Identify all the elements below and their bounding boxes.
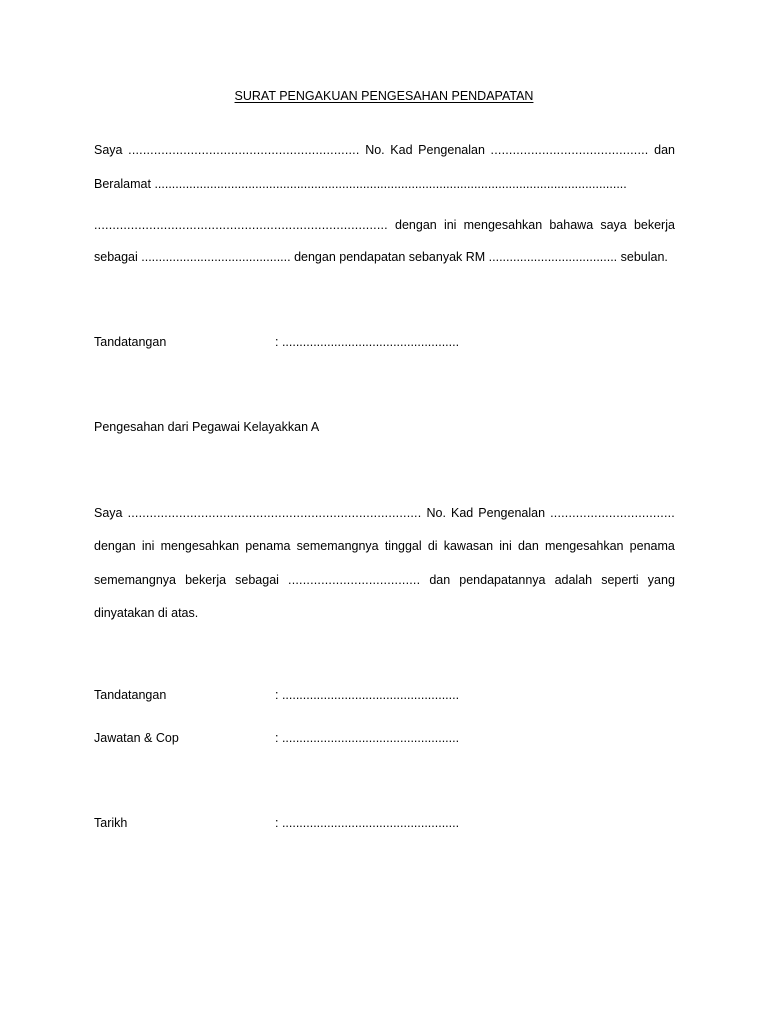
section1-line2: Beralamat ........................................................................................................................................ bbox=[94, 177, 627, 191]
word: mengesahkan bbox=[160, 539, 240, 553]
word: yang bbox=[647, 573, 675, 587]
word: di bbox=[427, 539, 438, 553]
word: dan bbox=[654, 143, 675, 157]
word: ini bbox=[141, 539, 155, 553]
section1-line1 bbox=[94, 143, 675, 157]
word: Kad bbox=[390, 143, 413, 157]
word: dengan bbox=[94, 539, 136, 553]
word: penama bbox=[629, 539, 675, 553]
word: Pengenalan bbox=[418, 143, 485, 157]
word: saya bbox=[600, 218, 627, 232]
tandatangan-label: Tandatangan bbox=[94, 688, 167, 702]
ic-blank: ........................................... bbox=[490, 143, 649, 157]
word: dengan bbox=[395, 218, 437, 232]
section1-line4: sebagai ........................................... dengan pendapatan sebanyak RM ..................................... sebulan. bbox=[94, 250, 668, 264]
section2-heading: Pengesahan dari Pegawai Kelayakkan A bbox=[94, 420, 320, 434]
section2-line3 bbox=[94, 573, 675, 587]
word: Pengenalan bbox=[478, 506, 546, 520]
section1-line3 bbox=[94, 218, 675, 232]
word: kawasan bbox=[443, 539, 494, 553]
word: sememangnya bbox=[296, 539, 379, 553]
address-blank: ................................................................................ bbox=[94, 218, 388, 232]
word: No. bbox=[426, 506, 446, 520]
section2-line1 bbox=[94, 506, 675, 520]
signature-field: : ................................................... bbox=[275, 335, 460, 349]
word: tinggal bbox=[384, 539, 422, 553]
word: bekerja bbox=[633, 218, 675, 232]
word: Kad bbox=[450, 506, 474, 520]
word: ini bbox=[443, 218, 457, 232]
word: penama bbox=[245, 539, 291, 553]
tarikh-label: Tarikh bbox=[94, 816, 128, 830]
jawatan-field: : ................................................... bbox=[275, 731, 460, 745]
tandatangan-field: : ................................................... bbox=[275, 688, 460, 702]
job-blank: .................................... bbox=[288, 573, 421, 587]
word: sebagai bbox=[235, 573, 279, 587]
word: dan bbox=[429, 573, 451, 587]
word: dan bbox=[517, 539, 539, 553]
word: No. bbox=[365, 143, 385, 157]
tarikh-field: : ................................................... bbox=[275, 816, 460, 830]
word: mengesahkan bbox=[544, 539, 624, 553]
word: ini bbox=[499, 539, 512, 553]
word: mengesahkan bbox=[463, 218, 543, 232]
word: adalah bbox=[554, 573, 593, 587]
ic-blank: .................................. bbox=[550, 506, 675, 520]
word: sememangnya bbox=[94, 573, 176, 587]
word: bahawa bbox=[549, 218, 594, 232]
word: Saya bbox=[94, 143, 123, 157]
section2-line2 bbox=[94, 539, 675, 553]
name-blank: ............................................................... bbox=[128, 143, 360, 157]
jawatan-label: Jawatan & Cop bbox=[94, 731, 179, 745]
word: pendapatannya bbox=[459, 573, 546, 587]
document-title: SURAT PENGAKUAN PENGESAHAN PENDAPATAN bbox=[234, 89, 534, 103]
name-blank: ................................................................................ bbox=[127, 506, 422, 520]
word: Saya bbox=[94, 506, 123, 520]
word: bekerja bbox=[185, 573, 227, 587]
word: seperti bbox=[601, 573, 639, 587]
signature-label: Tandatangan bbox=[94, 335, 167, 349]
section2-line4: dinyatakan di atas. bbox=[94, 606, 199, 620]
